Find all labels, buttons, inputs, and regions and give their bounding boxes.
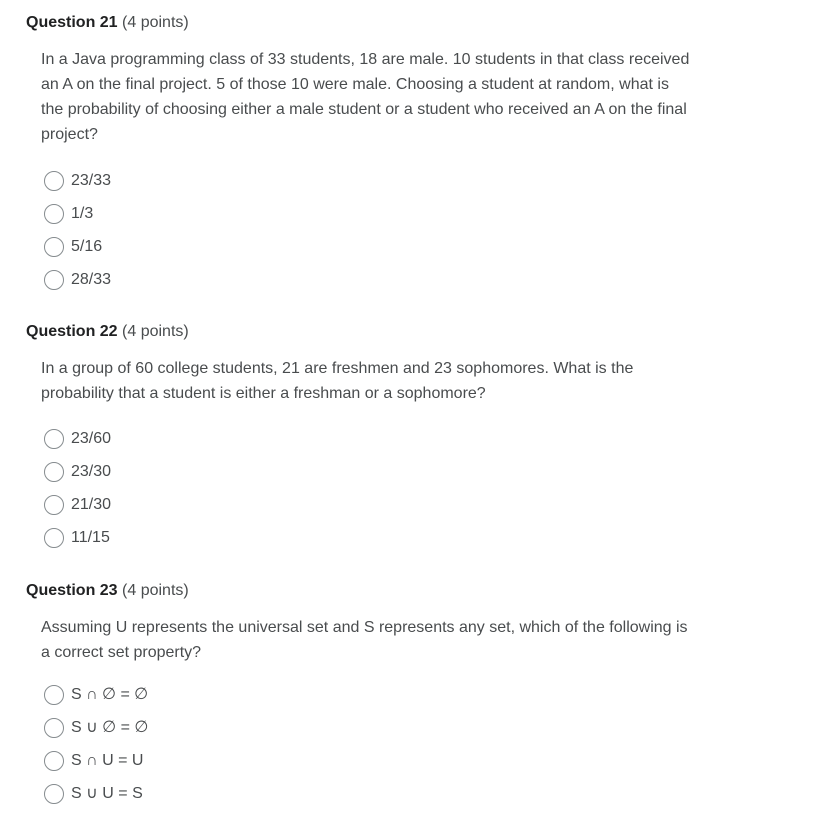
answer-label[interactable]: S ∪ U = S: [71, 785, 143, 802]
radio-button[interactable]: [44, 171, 64, 191]
answer-option[interactable]: [44, 203, 93, 225]
answer-option[interactable]: [44, 684, 148, 706]
answer-label[interactable]: 23/60: [71, 430, 112, 447]
answer-option[interactable]: [44, 269, 111, 291]
answer-label[interactable]: 23/30: [71, 463, 112, 480]
question-title: Question 23: [26, 582, 118, 599]
question-points: (4 points): [122, 14, 189, 31]
question-title: Question 22: [26, 323, 118, 340]
answer-label[interactable]: S ∪ ∅ = ∅: [71, 719, 149, 736]
answer-option[interactable]: [44, 170, 111, 192]
answer-label[interactable]: 5/16: [71, 238, 103, 255]
radio-button[interactable]: [44, 237, 64, 257]
answer-label[interactable]: 21/30: [71, 496, 112, 513]
radio-button[interactable]: [44, 528, 64, 548]
question-text: In a group of 60 college students, 21 are freshmen and 23 sophomores. What is the probability that a student is either a freshman or a sophomore?: [41, 360, 634, 402]
answer-label[interactable]: 28/33: [71, 271, 112, 288]
question-text: In a Java programming class of 33 students, 18 are male. 10 students in that class received an A on the final project. 5 of those 10 were male. Choosing a student at random, what is the probability of choosing either a male student or a student who received an A on the final project?: [41, 51, 690, 143]
answer-label[interactable]: 1/3: [71, 205, 94, 222]
answer-option[interactable]: [44, 428, 111, 450]
answer-option[interactable]: [44, 461, 111, 483]
question-header: [26, 13, 189, 33]
question-title: Question 21: [26, 14, 118, 31]
radio-button[interactable]: [44, 204, 64, 224]
question-points: (4 points): [122, 323, 189, 340]
answer-option[interactable]: [44, 717, 148, 739]
question-text: Assuming U represents the universal set and S represents any set, which of the following is a correct set property?: [41, 619, 688, 661]
answer-label[interactable]: 23/33: [71, 172, 112, 189]
radio-button[interactable]: [44, 718, 64, 738]
radio-button[interactable]: [44, 429, 64, 449]
question-header: [26, 322, 189, 342]
radio-button[interactable]: [44, 495, 64, 515]
answer-option[interactable]: [44, 236, 102, 258]
answer-label[interactable]: 11/15: [71, 529, 110, 546]
question-header: [26, 581, 189, 601]
answer-label[interactable]: S ∩ ∅ = ∅: [71, 686, 149, 703]
radio-button[interactable]: [44, 784, 64, 804]
radio-button[interactable]: [44, 462, 64, 482]
answer-label[interactable]: S ∩ U = U: [71, 752, 144, 769]
answer-option[interactable]: [44, 783, 143, 805]
answer-option[interactable]: [44, 750, 143, 772]
radio-button[interactable]: [44, 685, 64, 705]
radio-button[interactable]: [44, 751, 64, 771]
answer-option[interactable]: [44, 527, 110, 549]
answer-option[interactable]: [44, 494, 111, 516]
radio-button[interactable]: [44, 270, 64, 290]
question-points: (4 points): [122, 582, 189, 599]
